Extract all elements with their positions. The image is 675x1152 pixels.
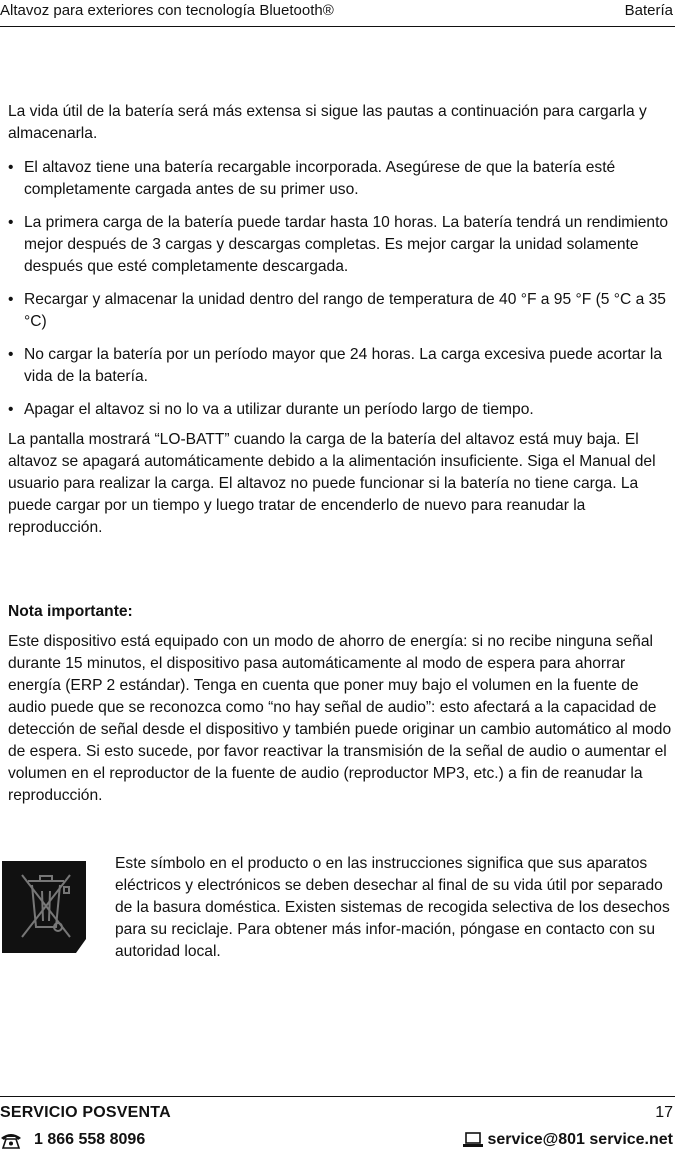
list-item: [8, 212, 672, 278]
bullet-glyph: •: [8, 214, 14, 231]
header-section: Batería: [624, 2, 673, 19]
laptop-icon: [463, 1132, 483, 1148]
header-title: Altavoz para exteriores con tecnología Bluetooth®: [0, 2, 334, 19]
service-label: SERVICIO POSVENTA: [0, 1104, 171, 1121]
list-item-text: El altavoz tiene una batería recargable incorporada. Asegúrese de que la batería esté completamente cargada antes de su primer uso.: [24, 159, 616, 198]
important-note-text: Este dispositivo está equipado con un modo de ahorro de energía: si no recibe ninguna señal durante 15 minutos, el dispositivo pasa automáticamente al modo de espera para ahorrar energía (ERP 2 estándar). Tenga en cuenta que poner muy bajo el volumen en la fuente de audio puede que se reconozca como “no hay señal de audio”: esto afectará a la capacidad de detección de señal desde el dispositivo y también puede originar un cambio automático al modo de espera. Si esto sucede, por favor reactivar la transmisión de la señal de audio o aumentar el volumen en el reproductor de la fuente de audio (reproductor MP3, etc.) a fin de reanudar la reproducción.: [8, 633, 672, 804]
list-item: [8, 157, 672, 201]
main-content: [8, 101, 672, 960]
list-item-text: La primera carga de la batería puede tardar hasta 10 horas. La batería tendrá un rendimiento mejor después de 3 cargas y descargas completas. Es mejor cargar la unidad solamente después que esté completamente descargada.: [24, 214, 669, 275]
email-contact: [463, 1131, 673, 1149]
crossed-bin-icon: [2, 861, 90, 953]
list-item-text: Apagar el altavoz si no lo va a utilizar durante un período largo de tiempo.: [24, 401, 534, 418]
weee-section: [8, 853, 672, 993]
important-note-title: Nota importante:: [8, 603, 133, 620]
bullet-glyph: •: [8, 159, 14, 176]
phone-contact: [0, 1131, 145, 1149]
low-battery-paragraph: La pantalla mostrará “LO-BATT” cuando la carga de la batería del altavoz está muy baja. El altavoz se apagará automáticamente debido a la alimentación insuficiente. Siga el Manual del usuario para realizar la carga. El altavoz no puede funcionar si la batería no tiene carga. La puede cargar por un tiempo y luego tratar de encenderlo de nuevo para reanudar la reproducción.: [8, 431, 656, 536]
footer-divider: [0, 1096, 675, 1097]
weee-text: Este símbolo en el producto o en las instrucciones significa que sus aparatos eléctricos y electrónicos se deben desechar al final de su vida útil por separado de la basura doméstica. Existen sistemas de recogida selectiva de los desechos para su reciclaje. Para obtener más infor-mación, póngase en contacto con su autoridad local.: [115, 855, 670, 960]
battery-care-list: [8, 157, 672, 421]
bullet-glyph: •: [8, 401, 14, 418]
page-header: [0, 0, 675, 27]
email-address: service@801 service.net: [487, 1131, 673, 1148]
page-number: 17: [655, 1104, 673, 1121]
list-item: [8, 399, 672, 421]
phone-number: 1 866 558 8096: [34, 1131, 146, 1148]
list-item: [8, 289, 672, 333]
bullet-glyph: •: [8, 346, 14, 363]
intro-paragraph: La vida útil de la batería será más extensa si sigue las pautas a continuación para cargarla y almacenarla.: [8, 103, 647, 142]
bullet-glyph: •: [8, 291, 14, 308]
phone-icon: [0, 1131, 22, 1149]
list-item: [8, 344, 672, 388]
list-item-text: No cargar la batería por un período mayor que 24 horas. La carga excesiva puede acortar la vida de la batería.: [24, 346, 662, 385]
list-item-text: Recargar y almacenar la unidad dentro del rango de temperatura de 40 °F a 95 °F (5 °C a 35 °C): [24, 291, 666, 330]
